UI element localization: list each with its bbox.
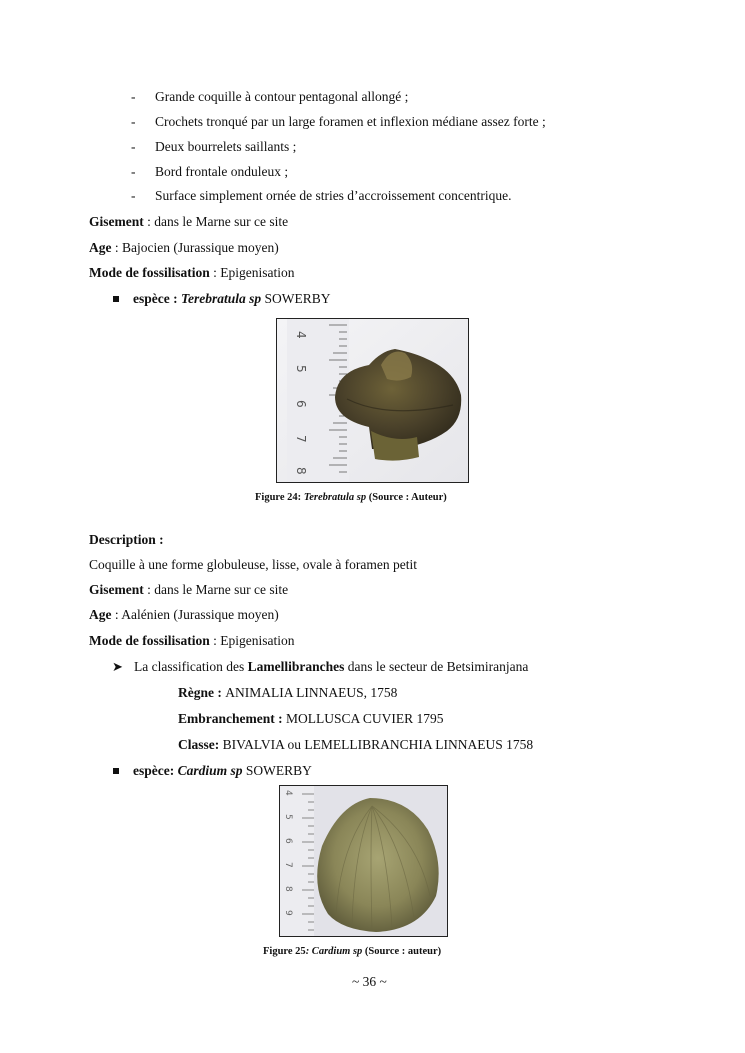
- list-item: - Bord frontale onduleux ;: [131, 164, 289, 179]
- svg-text:5: 5: [283, 814, 293, 820]
- svg-text:8: 8: [294, 467, 308, 475]
- mode-1: Mode de fossilisation : Epigenisation: [89, 265, 295, 280]
- list-item-text: Deux bourrelets saillants ;: [155, 139, 297, 154]
- svg-text:5: 5: [294, 365, 308, 373]
- description-text: Coquille à une forme globuleuse, lisse, ovale à foramen petit: [89, 557, 418, 572]
- species-heading-1: espèce : Terebratula sp SOWERBY: [113, 290, 331, 308]
- classe-row: Classe: BIVALVIA ou LEMELLIBRANCHIA LINNAEUS 1758: [178, 737, 534, 752]
- age-1: Age : Bajocien (Jurassique moyen): [89, 240, 279, 255]
- cardium-photo: [280, 786, 447, 936]
- figure-24-photo: [276, 318, 469, 483]
- gisement-2: Gisement : dans le Marne sur ce site: [89, 582, 289, 597]
- description-heading: Description :: [89, 532, 164, 547]
- terebratula-photo: [277, 319, 468, 482]
- regne-row: Règne : ANIMALIA LINNAEUS, 1758: [178, 685, 398, 700]
- list-item-text: Surface simplement ornée de stries d’accroissement concentrique.: [155, 188, 512, 203]
- svg-text:8: 8: [283, 886, 293, 892]
- svg-text:7: 7: [294, 435, 308, 443]
- svg-text:9: 9: [283, 910, 293, 916]
- list-item: - Crochets tronqué par un large foramen et inflexion médiane assez forte ;: [131, 114, 546, 129]
- arrow-bullet-icon: ➤: [112, 659, 123, 674]
- svg-text:4: 4: [283, 790, 293, 796]
- svg-text:6: 6: [283, 838, 293, 844]
- classification-heading: ➤ La classification des Lamellibranches dans le secteur de Betsimiranjana: [112, 659, 529, 674]
- square-bullet-icon: [113, 768, 119, 774]
- square-bullet-icon: [113, 296, 119, 302]
- list-item-text: Grande coquille à contour pentagonal allongé ;: [155, 89, 409, 104]
- figure-24-caption: Figure 24: Terebratula sp (Source : Auteur): [255, 492, 447, 503]
- figure-25-photo: [279, 785, 448, 937]
- svg-text:4: 4: [294, 331, 308, 339]
- svg-text:6: 6: [294, 400, 308, 408]
- embranchement-row: Embranchement : MOLLUSCA CUVIER 1795: [178, 711, 444, 726]
- list-item: - Surface simplement ornée de stries d’accroissement concentrique.: [131, 188, 512, 203]
- age-2: Age : Aalénien (Jurassique moyen): [89, 607, 279, 622]
- mode-2: Mode de fossilisation : Epigenisation: [89, 633, 295, 648]
- species-heading-2: espèce: Cardium sp SOWERBY: [113, 762, 312, 780]
- list-item-text: Bord frontale onduleux ;: [155, 164, 289, 179]
- list-item: - Grande coquille à contour pentagonal allongé ;: [131, 89, 409, 104]
- list-item: - Deux bourrelets saillants ;: [131, 139, 297, 154]
- svg-text:7: 7: [283, 862, 293, 868]
- figure-25-caption: Figure 25: Cardium sp (Source : auteur): [263, 946, 442, 957]
- gisement-1: Gisement : dans le Marne sur ce site: [89, 214, 289, 229]
- list-item-text: Crochets tronqué par un large foramen et inflexion médiane assez forte ;: [155, 114, 546, 129]
- page-number: ~ 36 ~: [352, 974, 387, 989]
